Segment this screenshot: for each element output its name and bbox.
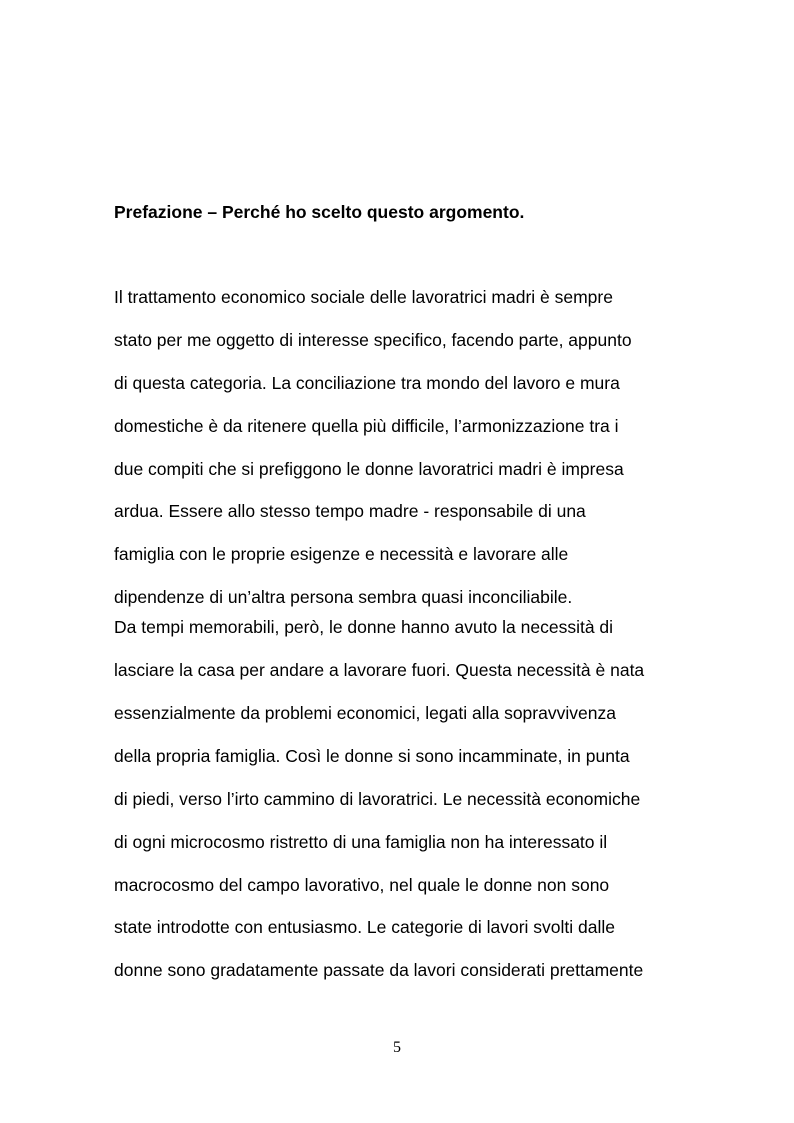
text-line: stato per me oggetto di interesse specifico, facendo parte, appunto <box>114 329 632 350</box>
text-line: Da tempi memorabili, però, le donne hanno avuto la necessità di <box>114 617 614 638</box>
text-line: ardua. Essere allo stesso tempo madre - responsabile di una <box>114 501 586 522</box>
text-line: di questa categoria. La conciliazione tra mondo del lavoro e mura <box>114 372 620 393</box>
section-heading: Prefazione – Perché ho scelto questo argomento. <box>114 202 525 222</box>
text-line: famiglia con le proprie esigenze e necessità e lavorare alle <box>114 544 569 565</box>
text-line: di ogni microcosmo ristretto di una famiglia non ha interessato il <box>114 831 608 852</box>
text-line: state introdotte con entusiasmo. Le categorie di lavori svolti dalle <box>114 917 615 938</box>
text-line: dipendenze di un’altra persona sembra quasi inconciliabile. <box>114 587 573 608</box>
text-line: donne sono gradatamente passate da lavori considerati prettamente <box>114 960 644 981</box>
text-line: macrocosmo del campo lavorativo, nel quale le donne non sono <box>114 874 610 895</box>
text-line: domestiche è da ritenere quella più difficile, l’armonizzazione tra i <box>114 415 619 436</box>
text-line: lasciare la casa per andare a lavorare fuori. Questa necessità è nata <box>114 660 645 681</box>
page-number: 5 <box>393 1039 401 1056</box>
text-line: due compiti che si prefiggono le donne lavoratrici madri è impresa <box>114 458 624 479</box>
text-line: della propria famiglia. Così le donne si sono incamminate, in punta <box>114 745 630 766</box>
text-line: essenzialmente da problemi economici, legati alla sopravvivenza <box>114 703 616 724</box>
body-paragraph <box>114 285 714 1001</box>
text-line: di piedi, verso l’irto cammino di lavoratrici. Le necessità economiche <box>114 788 641 809</box>
text-line: Il trattamento economico sociale delle lavoratrici madri è sempre <box>114 287 613 307</box>
